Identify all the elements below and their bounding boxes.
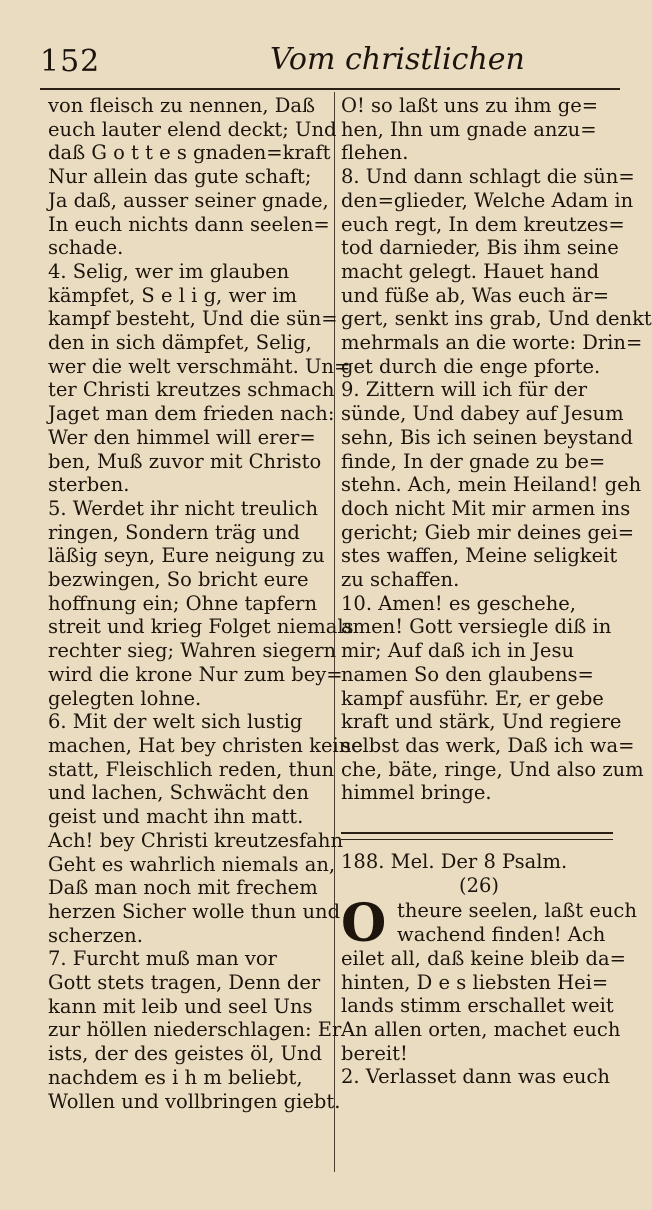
text-line: von fleisch zu nennen, Daß [48,94,316,117]
text-line: himmel bringe. [341,781,492,805]
text-line: und lachen, Schwächt den [48,781,309,805]
text-line: 6. Mit der welt sich lustig [48,710,303,734]
text-line: 5. Werdet ihr nicht treulich [48,496,319,520]
text-line: stehn. Ach, mein Heiland! geh [341,473,642,497]
text-line: kampf ausführ. Er, er gebe [341,686,604,710]
text-line: streit und krieg Folget niemals [48,615,354,639]
text-line: ists, der des geistes öl, Und [48,1042,322,1066]
text-line: theure seelen, laßt euch [397,899,637,923]
hymn-188 [341,850,637,1089]
text-line: gericht; Gieb mir deines gei= [341,520,635,544]
text-line: lands stimm erschallet weit [341,994,614,1018]
text-line: Daß man noch mit frechem [48,876,318,900]
text-line: ter Christi kreutzes schmach [48,378,335,402]
header-rule [40,88,620,90]
text-line: Ach! bey Christi kreutzesfahn [48,828,344,852]
text-line: wird die krone Nur zum bey= [48,662,343,686]
text-line: Jaget man dem frieden nach: [48,402,335,426]
hymn-heading: 188. Mel. Der 8 Psalm. [341,850,568,873]
page-number: 152 [40,44,101,79]
running-title: Vom christlichen [270,42,525,77]
text-line: kampf besteht, Und die sün= [48,307,338,331]
text-line: Wollen und vollbringen giebt. [48,1089,341,1113]
drop-cap: O [341,893,387,955]
text-line: flehen. [341,141,409,165]
text-line: In euch nichts dann seelen= [48,212,330,236]
text-line: wer die welt verschmäht. Un= [48,354,351,378]
text-line: 2. Verlasset dann was euch [341,1065,610,1089]
text-line: macht gelegt. Hauet hand [341,259,600,283]
text-line: statt, Fleischlich reden, thun [48,757,335,781]
text-line: 7. Furcht muß man vor [48,947,277,971]
page-header [40,40,620,88]
text-line: kämpfet, S e l i g, wer im [48,283,297,307]
text-line: O! so laßt uns zu ihm ge= [341,94,599,117]
text-line: scherzen. [48,923,143,947]
text-line: Ja daß, ausser seiner gnade, [48,188,329,212]
text-line: daß G o t t e s gnaden=kraft [48,141,331,165]
text-line: Gott stets tragen, Denn der [48,971,321,995]
text-line: selbst das werk, Daß ich wa= [341,733,635,757]
text-line: 4. Selig, wer im glauben [48,259,290,283]
hymn-tune-number: (26) [458,873,500,897]
text-line: hen, Ihn um gnade anzu= [341,117,597,141]
text-line: namen So den glaubens= [341,662,594,686]
text-line: An allen orten, machet euch [341,1017,621,1041]
text-line: bereit! [341,1041,408,1065]
text-line: euch lauter elend deckt; Und [48,117,337,141]
hymn-text [341,893,637,1089]
text-line: zu schaffen. [341,568,460,592]
text-line: machen, Hat bey christen keine [48,733,363,757]
text-line: finde, In der gnade zu be= [341,449,606,473]
text-line: Geht es wahrlich niemals an, [48,852,336,876]
text-line: hinten, D e s liebsten Hei= [341,970,609,994]
text-line: ringen, Sondern träg und [48,520,300,544]
text-line: tod darnieder, Bis ihm seine [341,236,619,260]
text-line: Wer den himmel will erer= [48,425,316,449]
text-line: 9. Zittern will ich für der [341,378,588,402]
text-line: läßig seyn, Eure neigung zu [48,544,325,568]
text-line: nachdem es i h m beliebt, [48,1065,303,1089]
text-line: kann mit leib und seel Uns [48,994,313,1018]
text-line: sünde, Und dabey auf Jesum [341,402,624,426]
text-line: gelegten lohne. [48,686,202,710]
text-line: bezwingen, So bricht eure [48,568,309,592]
text-line: 10. Amen! es geschehe, [341,591,577,615]
text-line: wachend finden! Ach [397,923,606,947]
text-line: stes waffen, Meine seligkeit [341,544,618,568]
text-line: ben, Muß zuvor mit Christo [48,449,322,473]
text-line: herzen Sicher wolle thun und [48,899,341,923]
left-column [48,94,363,1113]
text-line: Nur allein das gute schaft; [48,165,312,189]
text-line: und füße ab, Was euch är= [341,283,610,307]
text-line: sterben. [48,473,130,497]
text-line: eilet all, daß keine bleib da= [341,946,626,970]
text-line: den in sich dämpfet, Selig, [48,331,312,355]
text-line: schade. [48,236,124,260]
text-line: amen! Gott versiegle diß in [341,615,612,639]
text-line: get durch die enge pforte. [341,354,601,378]
text-line: mehrmals an die worte: Drin= [341,331,643,355]
text-line: mir; Auf daß ich in Jesu [341,639,575,663]
text-line: 8. Und dann schlagt die sün= [341,165,635,189]
text-line: rechter sieg; Wahren siegern [48,639,337,663]
text-line: gert, senkt ins grab, Und denkt [341,307,652,331]
right-column [341,94,652,805]
text-line: euch regt, In dem kreutzes= [341,212,625,236]
text-line: geist und macht ihn matt. [48,805,304,829]
hymn-separator-rule [341,832,613,840]
text-line: sehn, Bis ich seinen beystand [341,425,633,449]
text-line: zur höllen niederschlagen: Er [48,1018,342,1042]
text-line: hoffnung ein; Ohne tapfern [48,591,318,615]
text-line: kraft und stärk, Und regiere [341,710,622,734]
text-line: doch nicht Mit mir armen ins [341,496,631,520]
text-line: den=glieder, Welche Adam in [341,188,634,212]
text-line: che, bäte, ringe, Und also zum [341,757,644,781]
